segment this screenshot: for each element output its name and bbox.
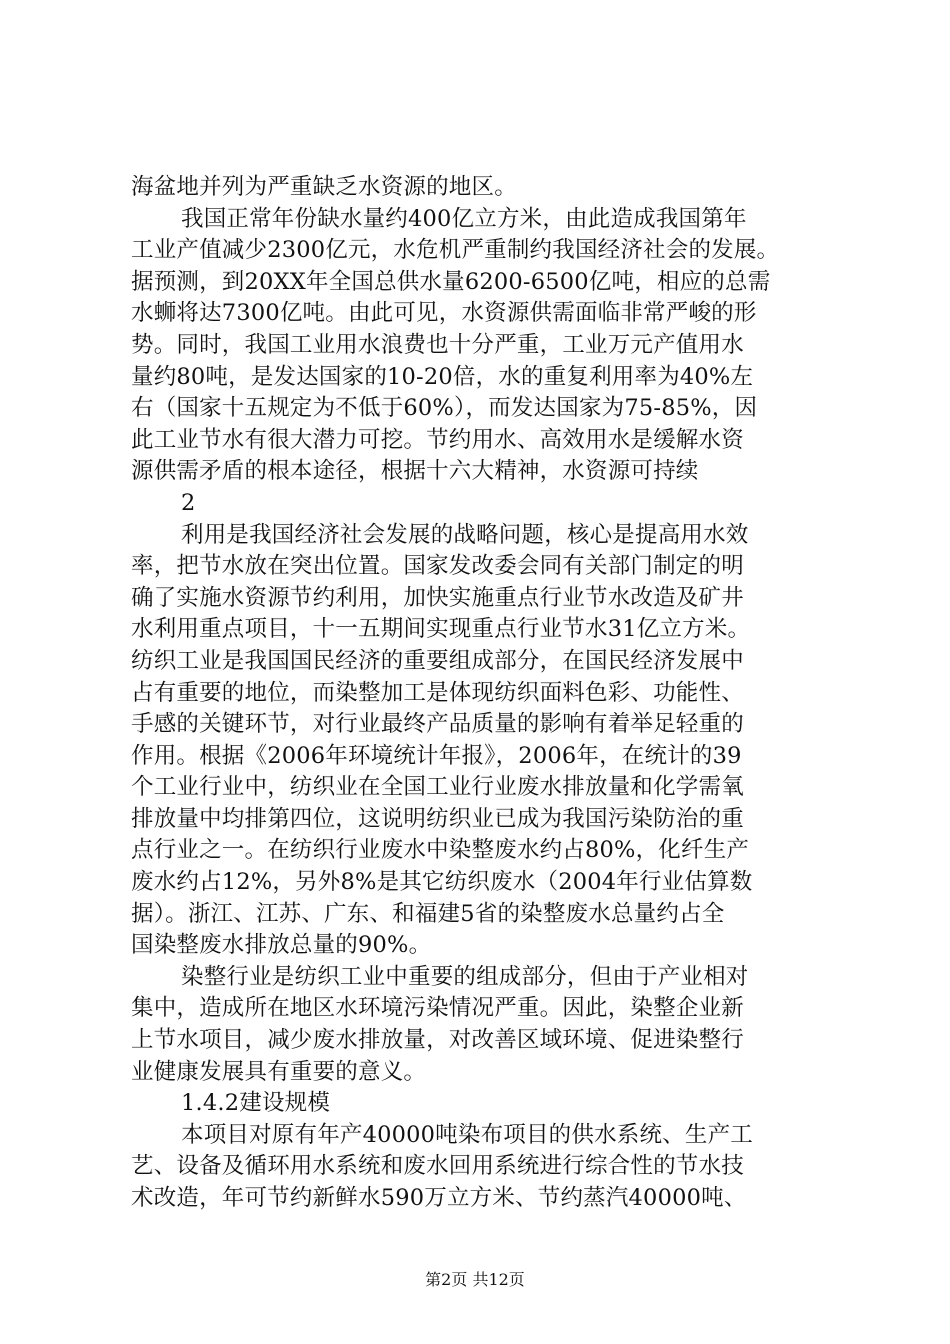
text-line: 点行业之一。在纺织行业废水中染整废水约占80%，化纤生产 bbox=[131, 837, 750, 864]
text-line: 工业产值减少2300亿元，水危机严重制约我国经济社会的发展。 bbox=[131, 237, 780, 264]
page-footer: 第2页 共12页 bbox=[425, 1270, 525, 1289]
text-line: 据预测，到20XX年全国总供水量6200-6500亿吨，相应的总需 bbox=[131, 268, 771, 295]
text-line: 此工业节水有很大潜力可挖。节约用水、高效用水是缓解水资 bbox=[131, 426, 744, 453]
text-line: 纺织工业是我国国民经济的重要组成部分，在国民经济发展中 bbox=[131, 647, 744, 674]
text-line: 国染整废水排放总量的90%。 bbox=[131, 932, 432, 959]
text-line: 作用。根据《2006年环境统计年报》，2006年，在统计的39 bbox=[131, 742, 742, 769]
document-body bbox=[131, 172, 831, 1215]
text-line: 艺、设备及循环用水系统和废水回用系统进行综合性的节水技 bbox=[131, 1153, 744, 1180]
text-line: 上节水项目，减少废水排放量，对改善区域环境、促进染整行 bbox=[131, 1027, 744, 1054]
text-line: 术改造，年可节约新鲜水590万立方米、节约蒸汽40000吨、 bbox=[131, 1185, 747, 1211]
page-marker: 2 bbox=[181, 489, 196, 516]
text-line: 集中，造成所在地区水环境污染情况严重。因此，染整企业新 bbox=[131, 995, 744, 1022]
text-line: 业健康发展具有重要的意义。 bbox=[131, 1058, 427, 1085]
text-line: 本项目对原有年产40000吨染布项目的供水系统、生产工 bbox=[181, 1121, 753, 1148]
text-line: 手感的关键环节，对行业最终产品质量的影响有着举足轻重的 bbox=[131, 711, 744, 738]
text-line: 据）。浙江、江苏、广东、和福建5省的染整废水总量约占全 bbox=[131, 900, 725, 927]
section-heading: 1.4.2建设规模 bbox=[181, 1090, 331, 1117]
text-line: 右（国家十五规定为不低于60%），而发达国家为75-85%，因 bbox=[131, 395, 758, 422]
text-line: 排放量中均排第四位，这说明纺织业已成为我国污染防治的重 bbox=[131, 805, 744, 832]
text-line: 量约80吨，是发达国家的10-20倍，水的重复利用率为40%左 bbox=[131, 363, 754, 390]
text-line: 占有重要的地位，而染整加工是体现纺织面料色彩、功能性、 bbox=[131, 679, 744, 706]
text-line: 海盆地并列为严重缺乏水资源的地区。 bbox=[131, 174, 517, 200]
text-line: 利用是我国经济社会发展的战略问题，核心是提高用水效 bbox=[181, 521, 749, 548]
text-line: 水蛳将达7300亿吨。由此可见，水资源供需面临非常严峻的形 bbox=[131, 300, 757, 327]
text-line: 我国正常年份缺水量约400亿立方米，由此造成我国第年 bbox=[181, 205, 747, 232]
text-line: 确了实施水资源节约利用，加快实施重点行业节水改造及矿井 bbox=[131, 584, 744, 611]
text-line: 个工业行业中，纺织业在全国工业行业废水排放量和化学需氧 bbox=[131, 774, 744, 801]
text-line: 率，把节水放在突出位置。国家发改委会同有关部门制定的明 bbox=[131, 553, 744, 580]
text-line: 染整行业是纺织工业中重要的组成部分，但由于产业相对 bbox=[181, 963, 749, 990]
text-line: 势。同时，我国工业用水浪费也十分严重，工业万元产值用水 bbox=[131, 331, 744, 358]
text-line: 废水约占12%，另外8%是其它纺织废水（2004年行业估算数 bbox=[131, 869, 753, 896]
text-line: 源供需矛盾的根本途径，根据十六大精神，水资源可持续 bbox=[131, 458, 699, 485]
text-line: 水利用重点项目，十一五期间实现重点行业节水31亿立方米。 bbox=[131, 616, 751, 643]
